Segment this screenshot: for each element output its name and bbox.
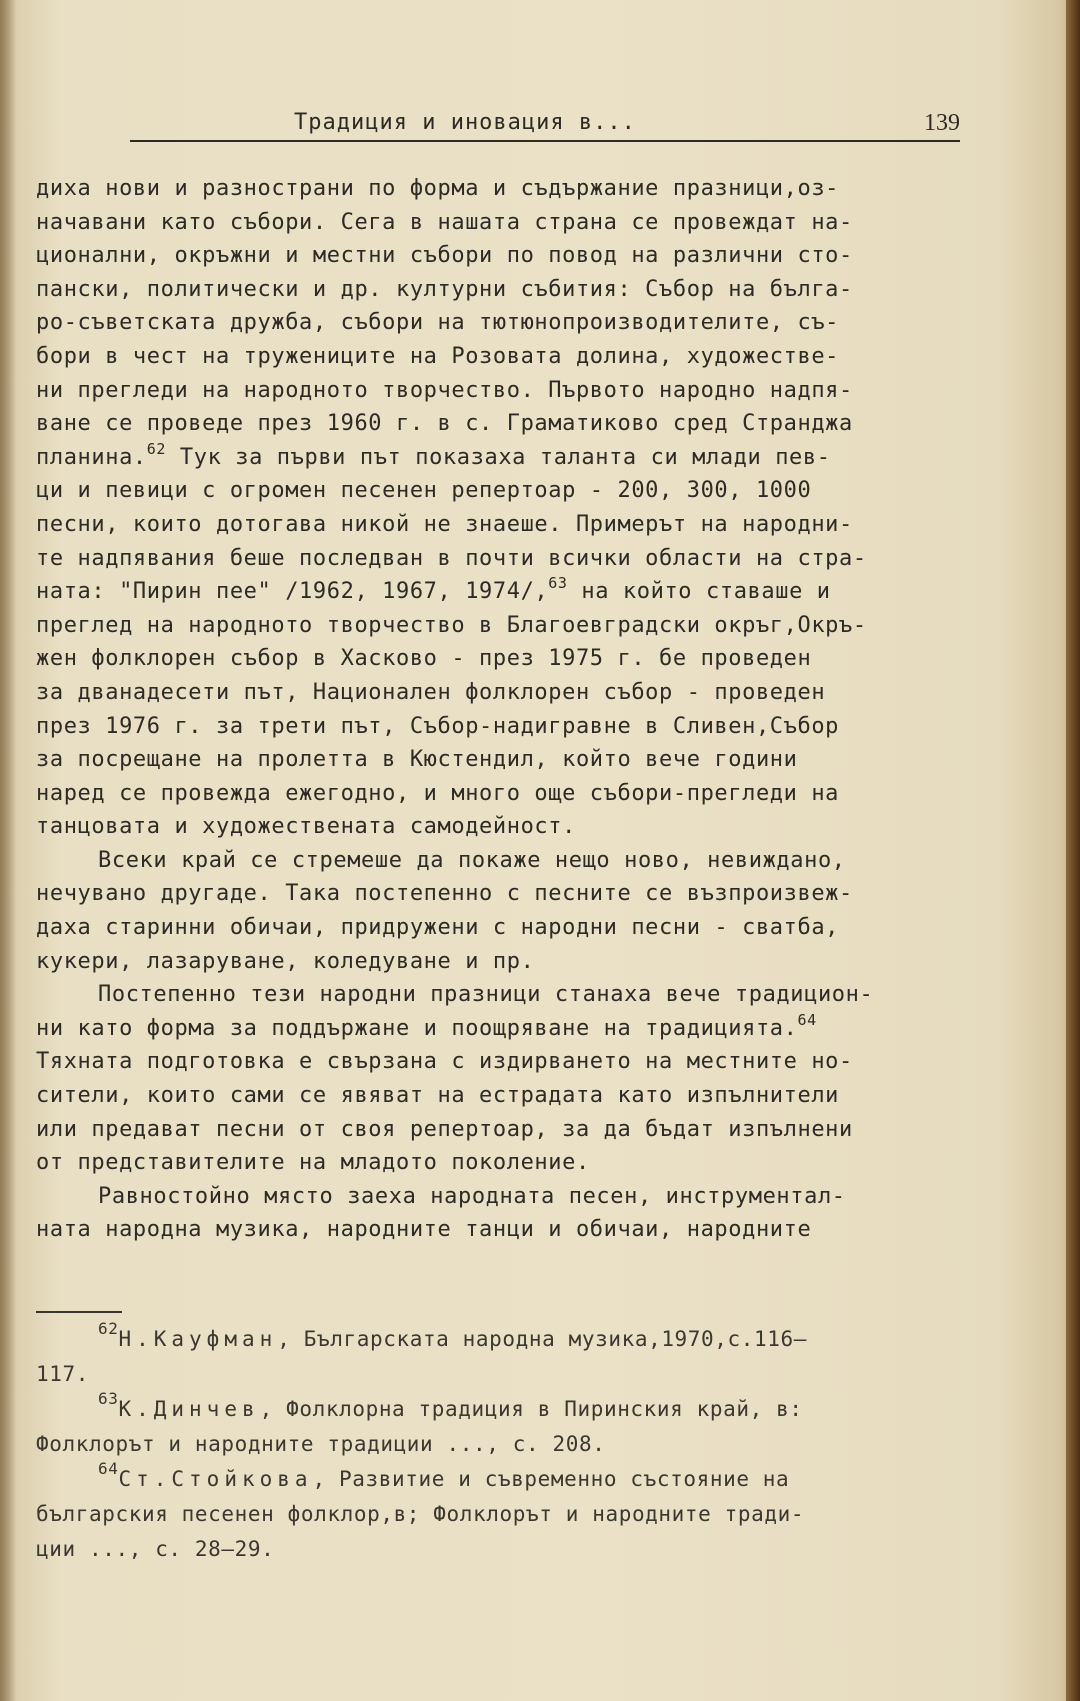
footnote-continuation: Фолклорът и народните традиции ..., с. 208. (36, 1432, 606, 1456)
text-line: ната народна музика, народните танци и обичаи, народните (36, 1217, 812, 1243)
text-span: Тук за първи път показаха таланта си млади пев- (166, 444, 831, 470)
text-line: даха старинни обичаи, придружени с народни песни - сватба, (36, 915, 840, 941)
text-line: нечувано другаде. Така постепенно с песните се възпроизвеж- (36, 881, 853, 907)
footnote-author: К.Динчев (118, 1397, 260, 1421)
footnote-text: , Развитие и съвременно състояние на (312, 1467, 790, 1491)
text-line: бори в чест на тружениците на Розовата долина, художестве- (36, 343, 840, 369)
footnote-ref-63[interactable]: 63 (548, 574, 568, 593)
text-line: ро-съветската дружба, събори на тютюнопроизводителите, съ- (36, 310, 840, 336)
footnote-continuation: българския песенен фолклор,в; Фолклорът и народните тради- (36, 1502, 805, 1526)
text-line (36, 441, 996, 475)
text-line: Всеки край се стремеше да покаже нещо ново, невиждано, (98, 847, 846, 873)
footnote-author: Ст.Стойкова (118, 1467, 313, 1491)
text-line: сители, които сами се явяват на естрадата като изпълнители (36, 1083, 840, 1109)
text-span: планина. (36, 444, 147, 470)
text-line: през 1976 г. за трети път, Събор-надигравне в Сливен,Събор (36, 713, 840, 739)
text-line: ци и певици с огромен песенен репертоар - 200, 300, 1000 (36, 478, 812, 504)
footnote-number: 62 (98, 1319, 119, 1338)
footnotes (36, 1319, 996, 1567)
text-line: ни прегледи на народното творчество. Първото народно надпя- (36, 377, 853, 403)
text-line (36, 575, 996, 609)
footnote-text: , Фолклорна традиция в Пиринския край, в: (259, 1397, 803, 1421)
footnote-author: Н.Кауфман (118, 1327, 278, 1351)
footnote-ref-62[interactable]: 62 (146, 439, 167, 458)
text-line: Тяхната подготовка е свързана с издирването на местните но- (36, 1049, 853, 1075)
footnote-64 (36, 1459, 996, 1497)
page-number: 139 (924, 110, 960, 136)
text-line: ционални, окръжни и местни събори по повод на различни сто- (36, 243, 853, 269)
text-line: от представителите на младото поколение. (36, 1150, 590, 1176)
text-line: ване се проведе през 1960 г. в с. Граматиково сред Странджа (36, 411, 853, 437)
text-line: Постепенно тези народни празници станаха вече традицион- (98, 982, 874, 1008)
text-span: на който ставаше и (567, 579, 831, 605)
text-line: Равностойно място заеха народната песен, инструментал- (98, 1183, 846, 1209)
text-line: за дванадесети път, Национален фолклорен събор - проведен (36, 679, 826, 705)
text-line: наред се провежда ежегодно, и много още събори-прегледи на (36, 780, 840, 806)
text-span: ната: "Пирин пее" /1962, 1967, 1974/, (36, 579, 549, 605)
text-line: начавани като събори. Сега в нашата страна се провеждат на- (36, 209, 853, 235)
footnote-63 (36, 1389, 996, 1427)
footnote-62 (36, 1319, 996, 1357)
text-line: жен фолклорен събор в Хасково - през 1975 г. бе проведен (36, 646, 812, 672)
text-line: танцовата и художествената самодейност. (36, 814, 576, 840)
footnote-rule (36, 1311, 122, 1313)
text-line: кукери, лазаруване, коледуване и пр. (36, 948, 535, 974)
footnote-continuation: ции ..., с. 28—29. (36, 1537, 275, 1561)
text-line: те надпявания беше последван в почти всички области на стра- (36, 545, 867, 571)
text-line: преглед на народното творчество в Благоевградски окръг,Окръ- (36, 612, 867, 638)
text-span: ни като форма за поддържане и поощряване на традицията. (36, 1015, 798, 1041)
main-text (36, 172, 996, 1247)
footnote-ref-64[interactable]: 64 (797, 1010, 817, 1029)
footnote-continuation: 117. (36, 1362, 89, 1386)
text-line: или предават песни от своя репертоар, за да бъдат изпълнени (36, 1116, 853, 1142)
footnote-number: 64 (98, 1459, 119, 1478)
text-line: за посрещане на пролетта в Кюстендил, който вече години (36, 747, 798, 773)
footnote-text: , Българската народна музика,1970,с.116— (277, 1327, 807, 1351)
running-header (130, 106, 960, 142)
page-edge (1066, 0, 1080, 1701)
footnote-number: 63 (98, 1389, 119, 1408)
running-title: Традиция и иновация в... (294, 110, 636, 135)
text-line: пански, политически и др. културни събития: Събор на бълга- (36, 276, 853, 302)
text-line: дихa нови и разнострани по форма и съдържание празници,оз- (36, 176, 840, 201)
binding-shadow (0, 0, 16, 1701)
text-line (36, 1012, 996, 1046)
text-line: песни, които дотогава никой не знаеше. Примерът на народни- (36, 511, 853, 537)
